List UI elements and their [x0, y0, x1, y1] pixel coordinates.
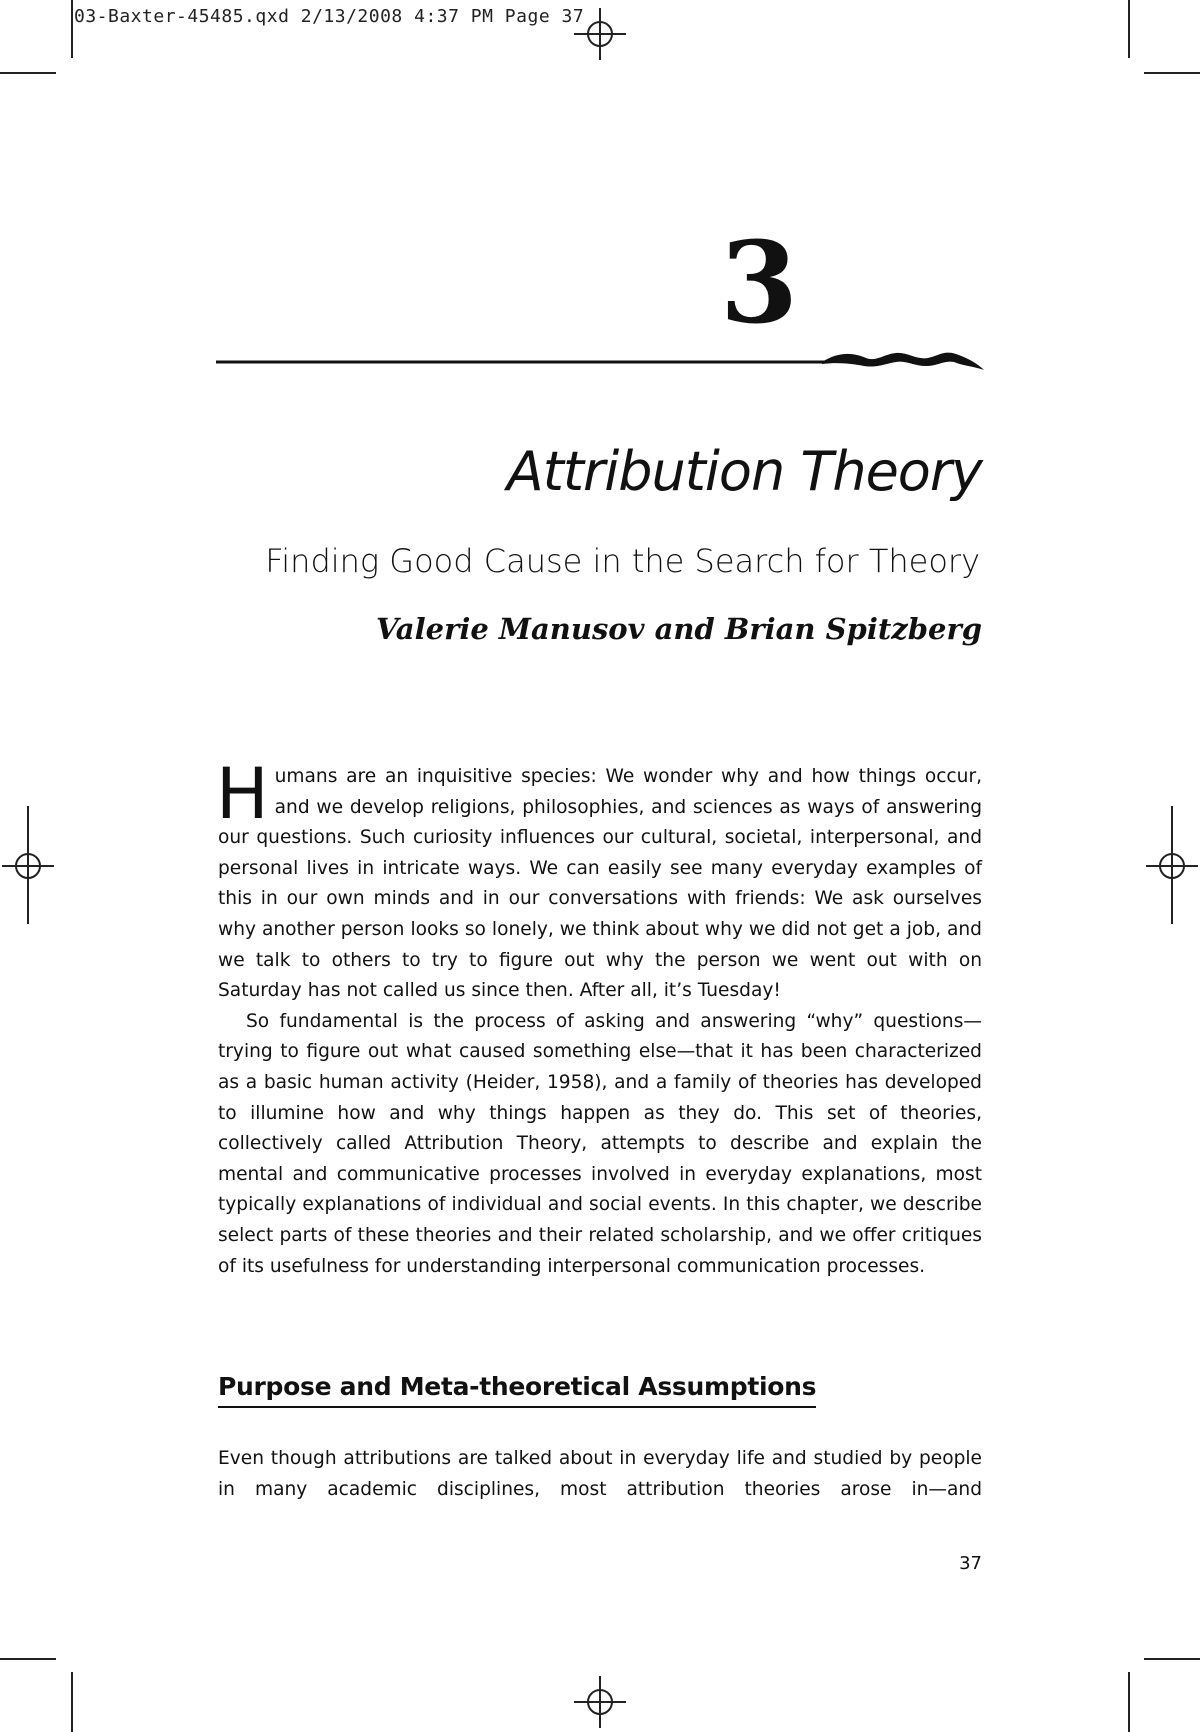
paragraph-2: So fundamental is the process of asking and answering “why” questions—trying to figure out what caused something else—that it has been characterized as a basic human activity (Heider, 1958), and a family of theories has developed to illumine how and why things happen as they do. This set of theories, collectively called Attribution Theory, attempts to describe and explain the mental and communicative processes involved in everyday explanations, most typically explanations of individual and social events. In this chapter, we describe select parts of these theories and their related scholarship, and we offer critiques of its usefulness for understanding interpersonal communication processes.: [218, 1010, 982, 1277]
crop-mark-bottom-right-horizontal: [1144, 1658, 1200, 1660]
crop-mark-bottom-right-vertical: [1128, 1672, 1130, 1732]
section-heading: Purpose and Meta-theoretical Assumptions: [218, 1370, 816, 1408]
registration-mark-top: [574, 8, 626, 60]
registration-mark-bottom: [574, 1676, 626, 1728]
printer-slug: 03-Baxter-45485.qxd 2/13/2008 4:37 PM Page 37: [74, 6, 585, 27]
paragraph-1-text: umans are an inquisitive species: We wonder why and how things occur, and we develop religions, philosophies, and sciences as ways of answering our questions. Such curiosity influences our cultural, societal, interpersonal, and personal lives in intricate ways. We can easily see many everyday examples of this in our own minds and in our conversations with friends: We ask ourselves why another person looks so lonely, we think about why we did not get a job, and we talk to others to try to figure out why the person we went out with on Saturday has not called us since then. After all, it’s Tuesday!: [218, 766, 982, 1002]
crop-mark-top-left-horizontal: [0, 72, 56, 74]
chapter-authors: Valerie Manusov and Brian Spitzberg: [375, 612, 982, 646]
crop-mark-top-right-vertical: [1128, 0, 1130, 58]
paragraph-3: Even though attributions are talked about in everyday life and studied by people in many academic disciplines, most attribution theories arose in—and: [218, 1448, 982, 1500]
crop-mark-top-right-horizontal: [1144, 72, 1200, 74]
crop-mark-bottom-left-horizontal: [0, 1658, 56, 1660]
chapter-title: Attribution Theory: [506, 440, 982, 503]
chapter-number: 3: [720, 218, 798, 349]
drop-cap: H: [216, 753, 269, 835]
paragraph-1: [216, 753, 982, 1007]
body-text-intro: [216, 753, 982, 1282]
chapter-rule-swash: [216, 340, 986, 374]
registration-mark-left: [2, 840, 54, 892]
body-text-section: [218, 1444, 982, 1505]
chapter-subtitle: Finding Good Cause in the Search for Theory: [265, 542, 980, 580]
crop-mark-bottom-left-vertical: [71, 1672, 73, 1732]
registration-mark-right: [1146, 840, 1198, 892]
page-number: 37: [959, 1553, 982, 1574]
crop-mark-top-left-vertical: [71, 0, 73, 58]
